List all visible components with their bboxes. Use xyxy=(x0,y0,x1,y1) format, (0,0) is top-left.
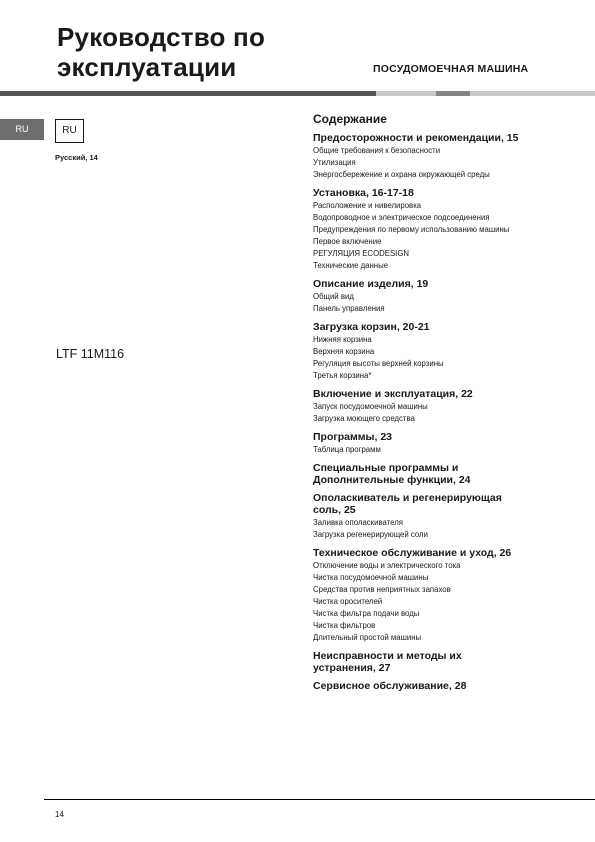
toc-section xyxy=(313,388,583,425)
toc-section xyxy=(313,278,583,315)
toc-section-title: Установка, 16-17-18 xyxy=(313,187,414,199)
toc-item: Загрузка моющего средства xyxy=(313,414,415,423)
toc-item: Загрузка регенерирующей соли xyxy=(313,530,428,539)
language-page-reference: Русский, 14 xyxy=(55,153,98,162)
toc-item: Верхняя корзина xyxy=(313,347,375,356)
table-of-contents xyxy=(313,112,583,698)
toc-item: Технические данные xyxy=(313,261,389,270)
toc-section xyxy=(313,132,583,181)
toc-section-title: Сервисное обслуживание, 28 xyxy=(313,680,467,692)
toc-item: Чистка фильтров xyxy=(313,621,376,630)
toc-item: Общий вид xyxy=(313,292,354,301)
toc-section xyxy=(313,321,583,382)
toc-item: Регуляция высоты верхней корзины xyxy=(313,359,444,368)
header-color-bars xyxy=(0,91,595,96)
toc-section-title: Включение и эксплуатация, 22 xyxy=(313,388,473,400)
toc-item: Водопроводное и электрическое подсоединения xyxy=(313,213,490,222)
toc-item: Отключение воды и электрического тока xyxy=(313,561,461,570)
page-number: 14 xyxy=(55,810,64,819)
toc-item: РЕГУЛЯЦИЯ ECODESIGN xyxy=(313,249,410,258)
document-subtitle: ПОСУДОМОЕЧНАЯ МАШИНА xyxy=(373,63,529,75)
title-line-1: Руководство по xyxy=(57,22,266,52)
toc-section xyxy=(313,680,583,692)
toc-section xyxy=(313,187,583,272)
footer-divider xyxy=(44,799,595,800)
toc-sections xyxy=(313,132,583,692)
toc-section-title: Программы, 23 xyxy=(313,431,393,443)
toc-section-title: Ополаскиватель и регенерирующая соль, 25 xyxy=(313,492,502,516)
toc-item: Запуск посудомоечной машины xyxy=(313,402,428,411)
toc-item: Средства против неприятных запахов xyxy=(313,585,451,594)
toc-item: Третья корзина* xyxy=(313,371,372,380)
model-number: LTF 11M116 xyxy=(56,347,125,361)
toc-section xyxy=(313,547,583,644)
toc-item: Заливка ополаскивателя xyxy=(313,518,404,527)
toc-section-title: Техническое обслуживание и уход, 26 xyxy=(313,547,512,559)
toc-section-title: Описание изделия, 19 xyxy=(313,278,429,290)
toc-section xyxy=(313,650,583,674)
toc-item: Панель управления xyxy=(313,304,385,313)
header-bar-mid xyxy=(436,91,470,96)
toc-item: Чистка оросителей xyxy=(313,597,383,606)
toc-item: Расположение и нивелировка xyxy=(313,201,422,210)
header-bar-dark xyxy=(0,91,376,96)
header-bar-light-end xyxy=(470,91,595,96)
toc-item: Чистка фильтра подачи воды xyxy=(313,609,420,618)
language-code-box: RU xyxy=(55,119,84,143)
toc-item: Общие требования к безопасности xyxy=(313,146,441,155)
toc-item: Утилизация xyxy=(313,158,356,167)
header-bar-light xyxy=(376,91,436,96)
toc-item: Предупреждения по первому использованию машины xyxy=(313,225,510,234)
toc-section-title: Специальные программы и Дополнительные функции, 24 xyxy=(313,462,471,486)
toc-item: Энергосбережение и охрана окружающей среды xyxy=(313,170,490,179)
toc-item: Первое включение xyxy=(313,237,382,246)
toc-section-title: Предосторожности и рекомендации, 15 xyxy=(313,132,519,144)
toc-section-title: Загрузка корзин, 20-21 xyxy=(313,321,430,333)
toc-item: Нижняя корзина xyxy=(313,335,372,344)
document-title xyxy=(57,22,265,82)
toc-section xyxy=(313,492,583,541)
language-side-tab: RU xyxy=(0,119,44,140)
toc-item: Длительный простой машины xyxy=(313,633,422,642)
toc-item: Чистка посудомоечной машины xyxy=(313,573,429,582)
toc-title: Содержание xyxy=(313,112,387,126)
title-line-2: эксплуатации xyxy=(57,52,237,82)
toc-section xyxy=(313,431,583,456)
toc-item: Таблица программ xyxy=(313,445,381,454)
toc-section xyxy=(313,462,583,486)
toc-section-title: Неисправности и методы их устранения, 27 xyxy=(313,650,462,674)
